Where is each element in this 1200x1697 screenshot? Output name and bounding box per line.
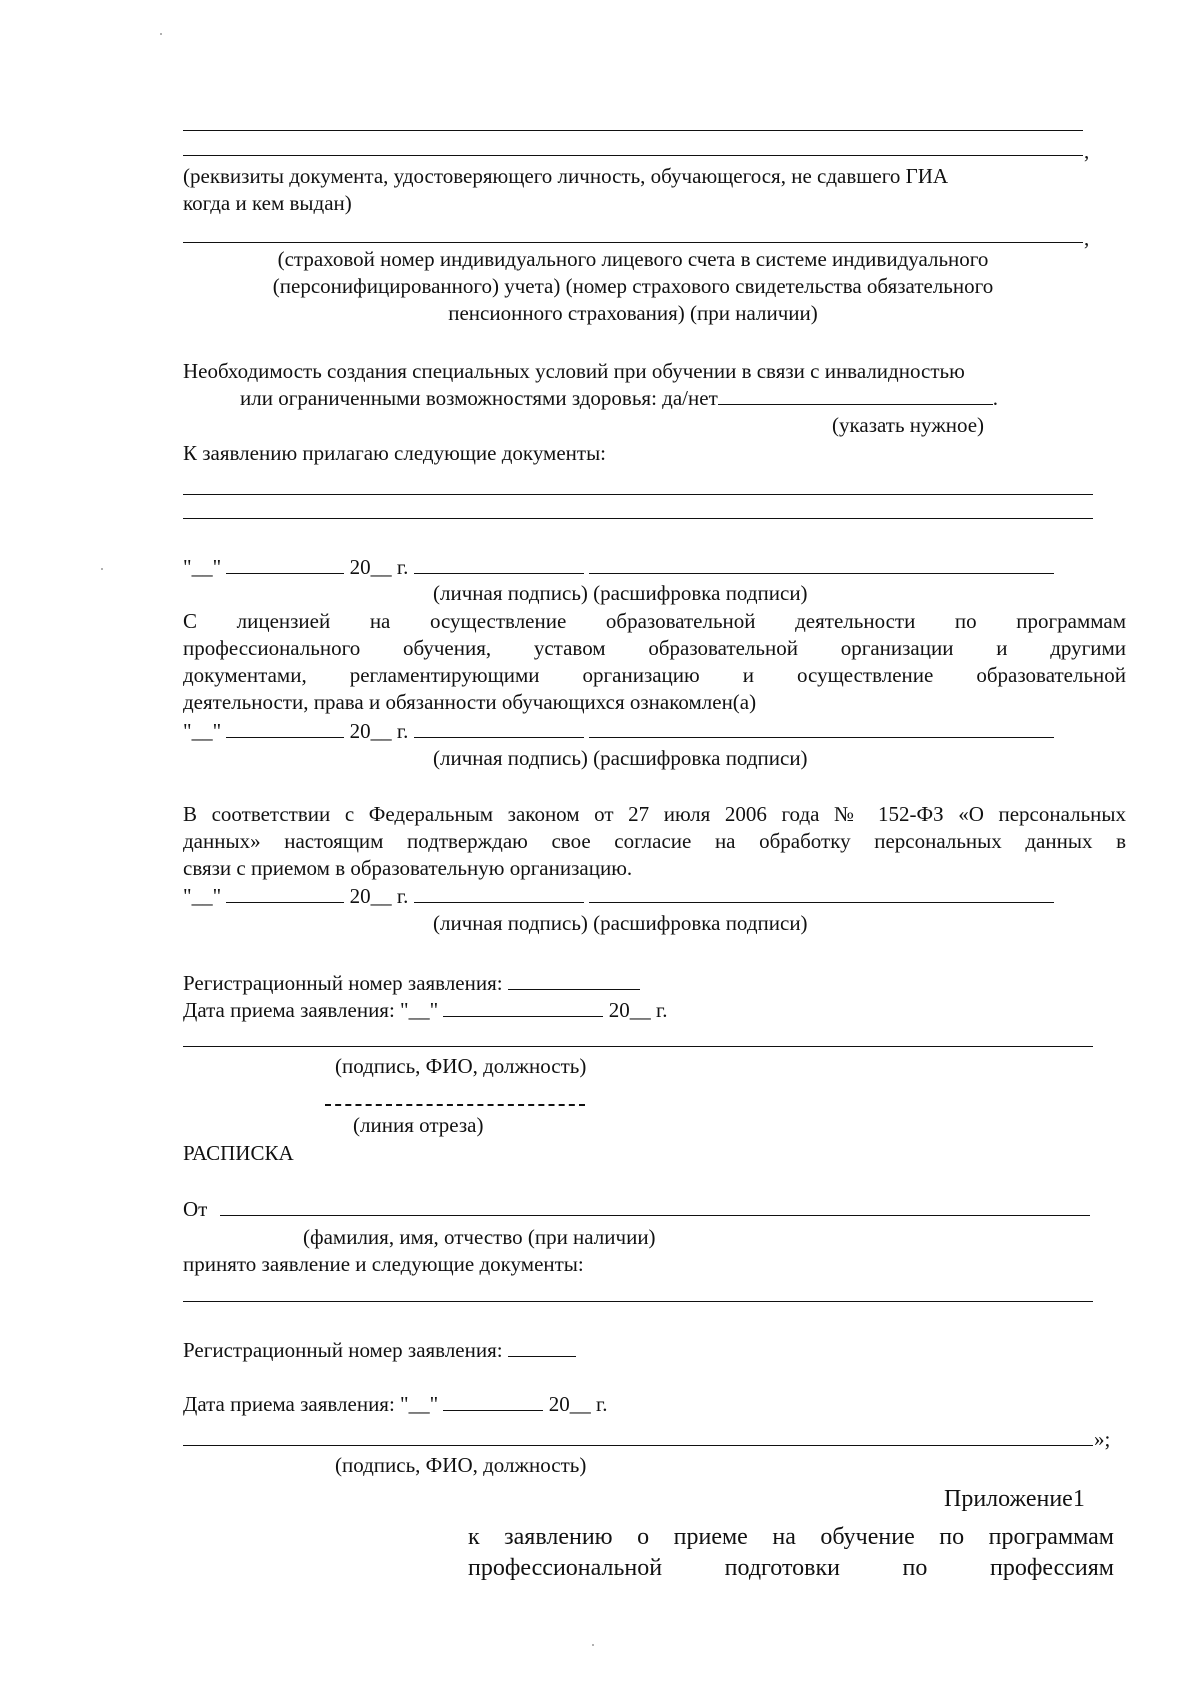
receipt-accepted-label: принято заявление и следующие документы: [183, 1252, 584, 1276]
registration-number-label: Регистрационный номер заявления: [183, 971, 503, 995]
receipt-month-field[interactable] [443, 1392, 543, 1411]
yes-no-field[interactable] [718, 386, 993, 405]
appendix-line1: к заявлению о приеме на обучение по программам [468, 1524, 1114, 1550]
comma: , [1084, 139, 1090, 163]
receipt-from-label: От [183, 1197, 208, 1221]
consent-text-line2: данных» настоящим подтверждаю свое согласие на обработку персональных данных в [183, 829, 1126, 853]
month-field[interactable] [226, 719, 344, 738]
receipt-registration-number-field[interactable] [508, 1338, 576, 1357]
receipt-registration-number-label: Регистрационный номер заявления: [183, 1338, 503, 1362]
special-conditions-question: или ограниченными возможностями здоровья: да/нет [240, 386, 718, 410]
snils-caption-line3: пенсионного страхования) (при наличии) [448, 301, 818, 325]
license-text-line4: деятельности, права и обязанности обучающихся ознакомлен(а) [183, 690, 757, 714]
receipt-official-line [183, 1445, 1093, 1446]
year-label: 20__ г. [349, 884, 409, 908]
day-quote: "__" [183, 719, 222, 743]
comma: , [1084, 226, 1090, 250]
signature-decoding-field[interactable] [589, 884, 1054, 903]
receipt-title: РАСПИСКА [183, 1141, 294, 1165]
receipt-from-caption: (фамилия, имя, отчество (при наличии) [303, 1225, 656, 1249]
signature-decoding-field[interactable] [589, 555, 1054, 574]
attachments-label: К заявлению прилагаю следующие документы: [183, 441, 607, 465]
special-conditions-line1: Необходимость создания специальных условий при обучении в связи с инвалидностью [183, 359, 965, 383]
signature-caption: (личная подпись) (расшифровка подписи) [433, 911, 808, 935]
registration-number-row [183, 970, 640, 996]
special-conditions-line2 [240, 385, 998, 411]
day-quote: "__" [183, 884, 222, 908]
receipt-date-label: Дата приема заявления: "__" [183, 1392, 439, 1416]
blank-line [183, 155, 1083, 156]
month-field[interactable] [226, 555, 344, 574]
date-signature-row [183, 554, 1054, 580]
year-label: 20__ г. [608, 998, 668, 1022]
special-conditions-hint: (указать нужное) [832, 413, 985, 437]
cut-line-caption: (линия отреза) [353, 1113, 484, 1137]
date-signature-row [183, 718, 1054, 744]
official-signature-line [183, 1046, 1093, 1047]
consent-text-line1: В соответствии с Федеральным законом от 27 июля 2006 года № 152-ФЗ «О персональных [183, 802, 1126, 826]
signature-caption: (личная подпись) (расшифровка подписи) [433, 581, 808, 605]
signature-field[interactable] [414, 719, 584, 738]
scan-speck [160, 33, 162, 35]
receipt-official-caption: (подпись, ФИО, должность) [335, 1453, 587, 1477]
id-document-caption-line2: когда и кем выдан) [183, 191, 352, 215]
attachments-line [183, 518, 1093, 519]
attachments-line [183, 494, 1093, 495]
receipt-registration-number-row [183, 1337, 576, 1363]
official-caption: (подпись, ФИО, должность) [335, 1054, 587, 1078]
year-label: 20__ г. [349, 719, 409, 743]
period: . [992, 386, 998, 410]
month-field[interactable] [226, 884, 344, 903]
registration-number-field[interactable] [508, 971, 640, 990]
registration-date-row [183, 997, 667, 1023]
receipt-closing-mark: »; [1094, 1427, 1111, 1451]
snils-caption-line1: (страховой номер индивидуального лицевого счета в системе индивидуального [277, 247, 989, 271]
receipt-documents-line [183, 1301, 1093, 1302]
date-signature-row [183, 883, 1054, 909]
appendix-line2: профессиональной подготовки по профессиям [468, 1555, 1114, 1581]
receipt-date-row [183, 1391, 607, 1417]
blank-line [183, 242, 1083, 243]
registration-date-label: Дата приема заявления: "__" [183, 998, 439, 1022]
id-document-caption-line1: (реквизиты документа, удостоверяющего личность, обучающегося, не сдавшего ГИА [183, 164, 949, 188]
appendix-title: Приложение1 [944, 1486, 1085, 1512]
license-text-line1: С лицензией на осуществление образовательной деятельности по программам [183, 609, 1126, 633]
signature-field[interactable] [414, 555, 584, 574]
signature-caption: (личная подпись) (расшифровка подписи) [433, 746, 808, 770]
scan-speck [101, 568, 103, 570]
consent-text-line3: связи с приемом в образовательную организацию. [183, 856, 633, 880]
registration-month-field[interactable] [443, 998, 603, 1017]
snils-caption-line2: (персонифицированного) учета) (номер страхового свидетельства обязательного [272, 274, 994, 298]
scan-speck [592, 1644, 594, 1646]
cut-line [325, 1104, 585, 1106]
year-label: 20__ г. [548, 1392, 608, 1416]
signature-field[interactable] [414, 884, 584, 903]
blank-line [183, 130, 1083, 131]
day-quote: "__" [183, 555, 222, 579]
year-label: 20__ г. [349, 555, 409, 579]
receipt-from-field[interactable] [220, 1215, 1090, 1216]
license-text-line2: профессионального обучения, уставом образовательной организации и другими [183, 636, 1126, 660]
signature-decoding-field[interactable] [589, 719, 1054, 738]
license-text-line3: документами, регламентирующими организацию и осуществление образовательной [183, 663, 1126, 687]
